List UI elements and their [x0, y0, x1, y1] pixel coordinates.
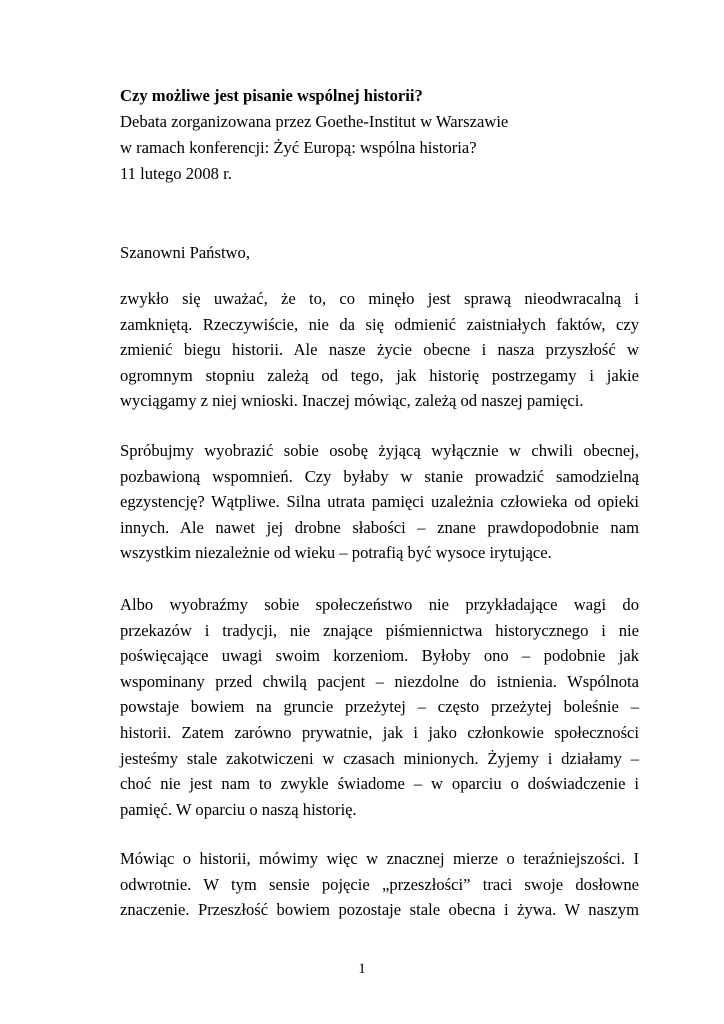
document-subtitle-line-2: w ramach konferencji: Żyć Europą: wspólna historia?: [120, 138, 477, 157]
paragraph-line: powstaje bowiem na gruncie przeżytej – często przeżytej boleśnie –: [120, 697, 639, 717]
paragraph-line: pozbawioną wspomnień. Czy byłaby w stanie prowadzić samodzielną: [120, 466, 639, 486]
paragraph-line: choć nie jest nam to zwykle świadome – w oparciu o doświadczenie i: [120, 774, 639, 794]
paragraph-line: Mówiąc o historii, mówimy więc w znacznej mierze o teraźniejszości. I: [120, 849, 639, 868]
paragraph-line: odwrotnie. W tym sensie pojęcie „przeszłości” traci swoje dosłowne: [120, 874, 639, 894]
paragraph-line: pamięć. W oparciu o naszą historię.: [120, 799, 357, 819]
paragraph-line: jesteśmy stale zakotwiczeni w czasach minionych. Żyjemy i działamy –: [120, 748, 639, 768]
paragraph-line: zmienić biegu historii. Ale nasze życie obecne i nasza przyszłość w: [120, 340, 639, 360]
paragraph-line: poświęcające uwagi swoim korzeniom. Byłoby ono – podobnie jak: [120, 646, 639, 666]
document-title: Czy możliwe jest pisanie wspólnej historii?: [120, 86, 423, 105]
paragraph-line: znaczenie. Przeszłość bowiem pozostaje stale obecna i żywa. W naszym: [120, 900, 639, 920]
salutation: Szanowni Państwo,: [120, 243, 250, 262]
paragraph-4: [120, 846, 639, 923]
paragraph-line: egzystencję? Wątpliwe. Silna utrata pamięci uzależnia człowieka od opieki: [120, 492, 639, 512]
paragraph-2: [120, 438, 639, 566]
paragraph-line: wspominany przed chwilą pacjent – niezdolne do istnienia. Wspólnota: [120, 671, 639, 691]
paragraph-line: Albo wyobraźmy sobie społeczeństwo nie przykładające wagi do: [120, 595, 639, 614]
paragraph-line: historii. Zatem zarówno prywatnie, jak i jako członkowie społeczności: [120, 722, 639, 742]
page-number: 1: [358, 961, 366, 977]
paragraph-line: innych. Ale nawet jej drobne słabości – znane prawdopodobnie nam: [120, 517, 639, 537]
paragraph-line: zamkniętą. Rzeczywiście, nie da się odmienić zaistniałych faktów, czy: [120, 314, 639, 334]
paragraph-line: przekazów i tradycji, nie znające piśmiennictwa historycznego i nie: [120, 620, 639, 640]
paragraph-line: wyciągamy z niej wnioski. Inaczej mówiąc, zależą od naszej pamięci.: [120, 391, 584, 411]
paragraph-1: [120, 286, 639, 414]
paragraph-line: Spróbujmy wyobrazić sobie osobę żyjącą wyłącznie w chwili obecnej,: [120, 441, 639, 460]
paragraph-3: [120, 592, 639, 822]
paragraph-line: wszystkim niezależnie od wieku – potrafią być wysoce irytujące.: [120, 543, 552, 563]
document-date: 11 lutego 2008 r.: [120, 164, 232, 183]
paragraph-line: zwykło się uważać, że to, co minęło jest sprawą nieodwracalną i: [120, 289, 639, 308]
paragraph-line: ogromnym stopniu zależą od tego, jak historię postrzegamy i jakie: [120, 365, 639, 385]
document-subtitle-line-1: Debata zorganizowana przez Goethe-Institut w Warszawie: [120, 112, 509, 131]
